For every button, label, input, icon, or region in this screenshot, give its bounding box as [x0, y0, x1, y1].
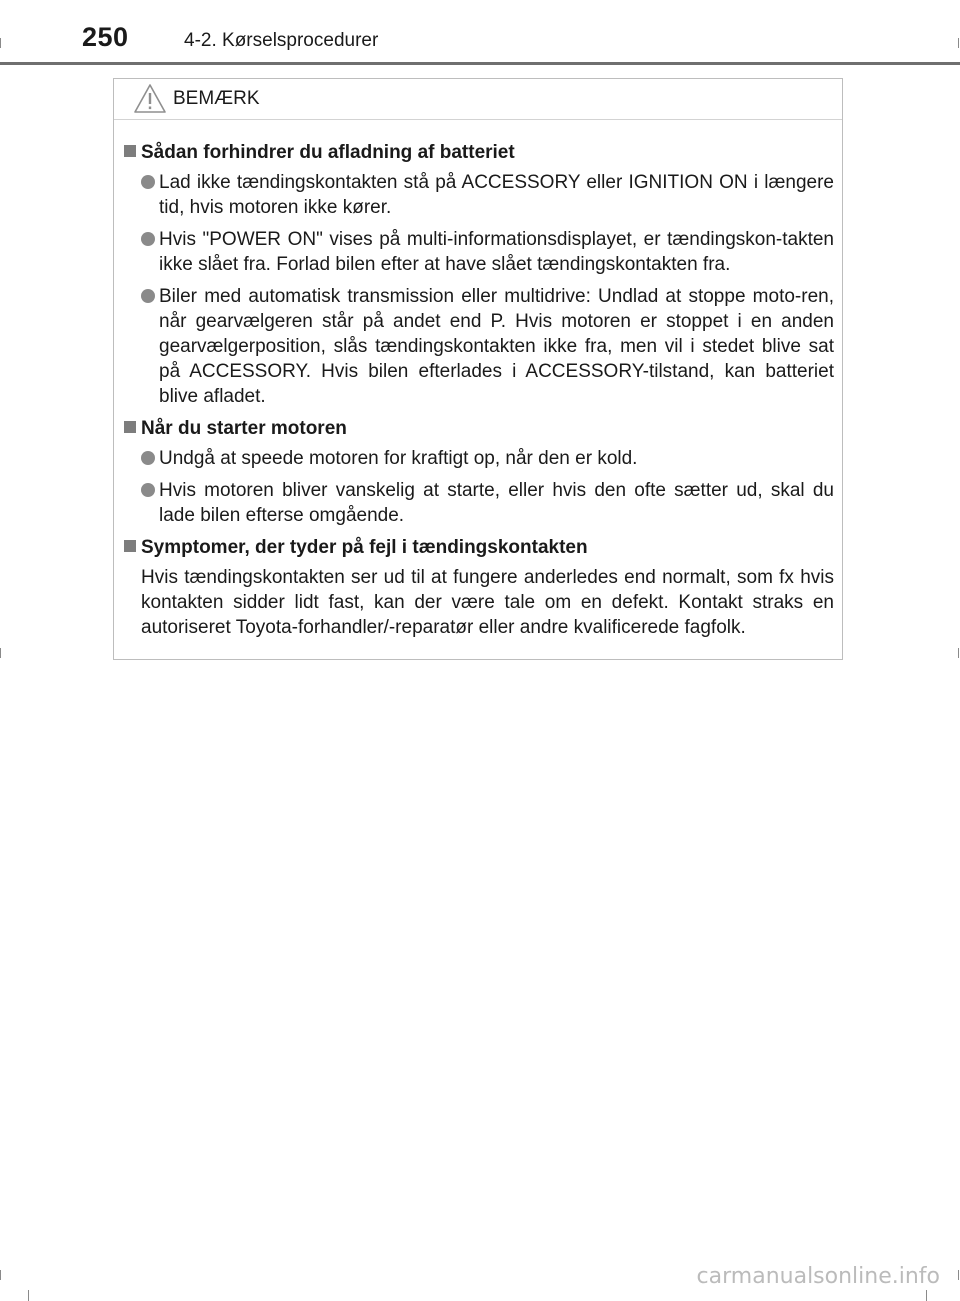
circle-bullet-icon — [141, 232, 155, 246]
crop-mark — [0, 38, 1, 48]
watermark: carmanualsonline.info — [696, 1264, 940, 1289]
circle-bullet-icon — [141, 483, 155, 497]
circle-bullet-icon — [141, 451, 155, 465]
notice-header — [114, 79, 842, 120]
list-item — [124, 446, 834, 471]
warning-triangle-icon — [133, 83, 167, 114]
list-item — [124, 227, 834, 277]
header-rule — [0, 62, 960, 65]
crop-mark — [0, 648, 1, 658]
notice-body — [114, 120, 842, 640]
section-heading-text: Når du starter motoren — [141, 418, 347, 439]
list-item-text: Hvis motoren bliver vanskelig at starte, eller hvis den ofte sætter ud, skal du lade bilen efterse omgående. — [159, 480, 834, 526]
notice-section — [124, 535, 834, 640]
crop-mark — [0, 1270, 1, 1280]
crop-mark — [926, 1290, 927, 1301]
square-bullet-icon — [124, 145, 136, 157]
list-item-text: Undgå at speede motoren for kraftigt op, når den er kold. — [159, 448, 638, 469]
notice-section — [124, 416, 834, 528]
crop-mark — [28, 1290, 29, 1301]
square-bullet-icon — [124, 540, 136, 552]
list-item-text: Hvis "POWER ON" vises på multi-informationsdisplayet, er tændingskon-takten ikke slået fra. Forlad bilen efter at have slået tændingskontakten fra. — [159, 229, 834, 275]
notice-section — [124, 140, 834, 409]
crop-mark — [958, 1270, 959, 1280]
section-heading — [124, 416, 834, 441]
circle-bullet-icon — [141, 175, 155, 189]
list-item — [124, 478, 834, 528]
list-item — [124, 284, 834, 409]
list-item — [124, 170, 834, 220]
section-heading — [124, 140, 834, 165]
square-bullet-icon — [124, 421, 136, 433]
list-item-text: Lad ikke tændingskontakten stå på ACCESSORY eller IGNITION ON i længere tid, hvis motoren ikke kører. — [159, 172, 834, 218]
section-title: 4-2. Kørselsprocedurer — [184, 30, 379, 51]
crop-mark — [958, 648, 959, 658]
notice-box — [113, 78, 843, 660]
section-heading-text: Symptomer, der tyder på fejl i tændingskontakten — [141, 537, 588, 558]
notice-label: BEMÆRK — [173, 88, 260, 109]
crop-mark — [958, 38, 959, 48]
section-heading-text: Sådan forhindrer du afladning af batteriet — [141, 142, 515, 163]
circle-bullet-icon — [141, 289, 155, 303]
section-paragraph: Hvis tændingskontakten ser ud til at fungere anderledes end normalt, som fx hvis kontakten sidder lidt fast, kan der være tale om en defekt. Kontakt straks en autoriseret Toyota-forhandler/-reparatør eller andre kvalificerede fagfolk. — [141, 567, 834, 638]
section-heading — [124, 535, 834, 560]
list-item-text: Biler med automatisk transmission eller multidrive: Undlad at stoppe moto-ren, når gearvælgeren står på andet end P. Hvis motoren er stoppet i en anden gearvælgerposition, slås tændingskontakten ikke fra, men vil i stedet blive sat på ACCESSORY. Hvis bilen efterlades i ACCESSORY-tilstand, kan batteriet blive afladet. — [159, 286, 834, 407]
page-number: 250 — [82, 22, 129, 52]
